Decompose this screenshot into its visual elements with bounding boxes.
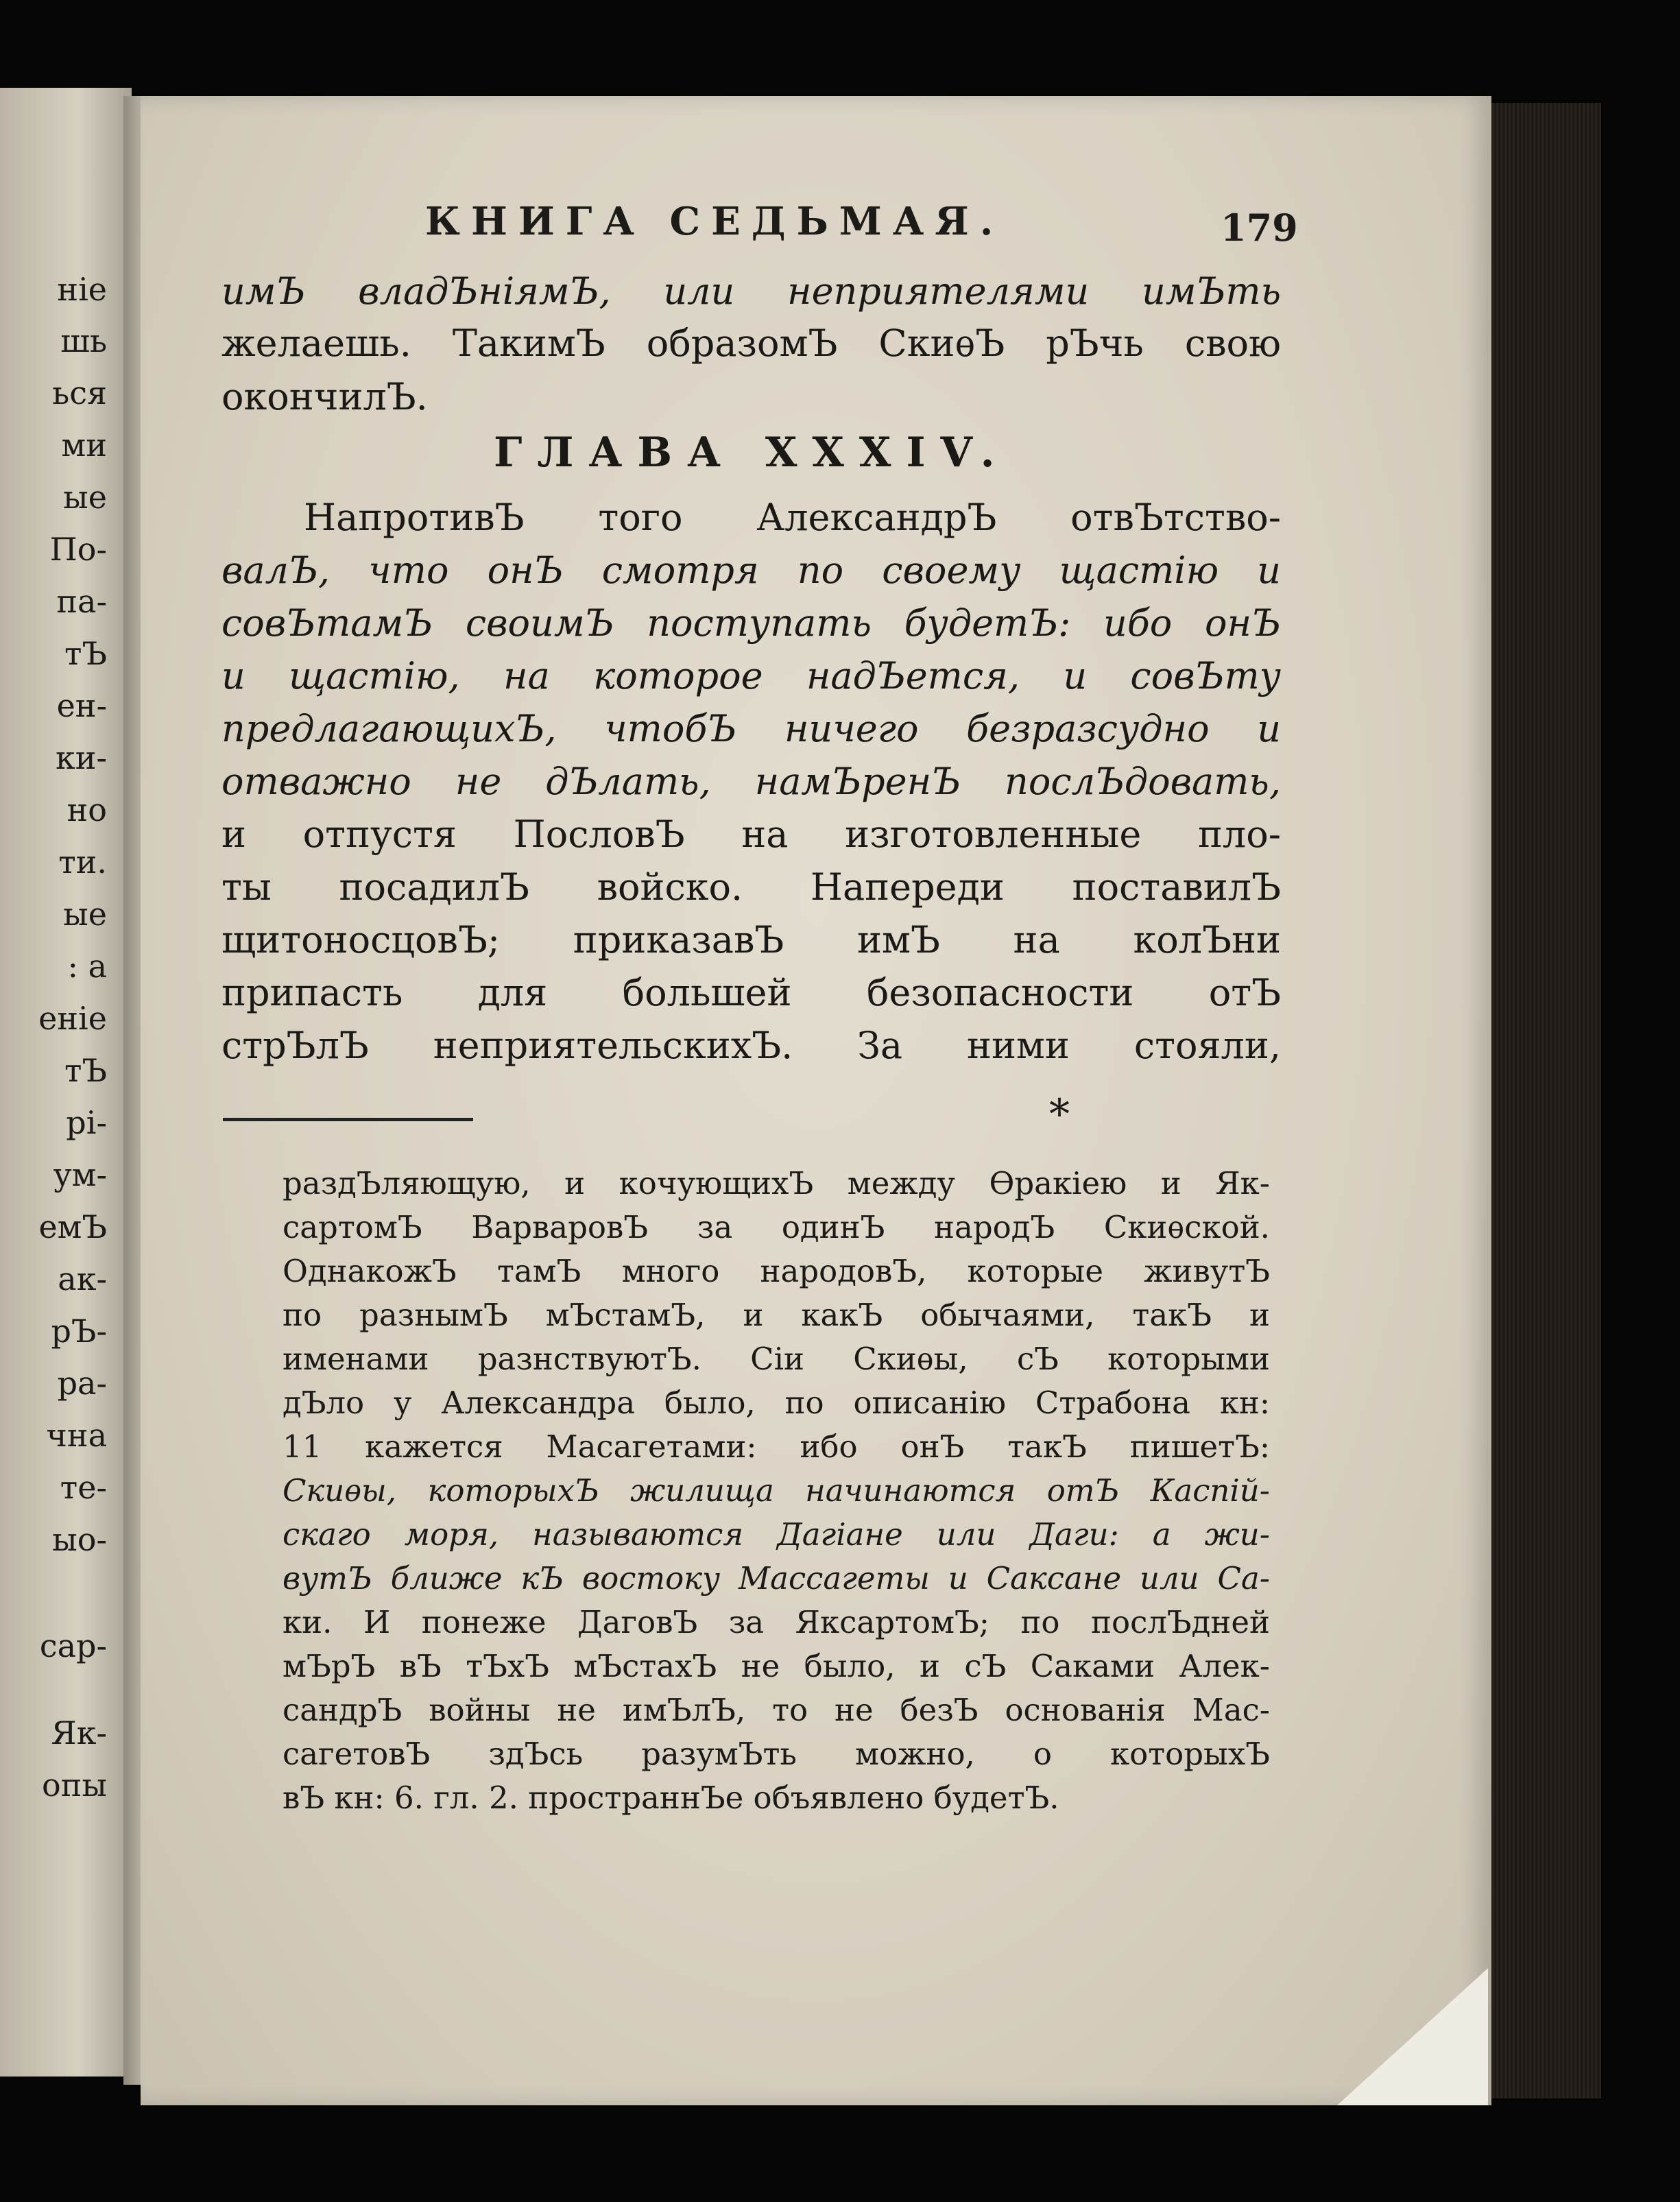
body-line: желаешь. ТакимЪ образомЪ СкиѳЪ рЪчь свою <box>221 322 1281 365</box>
footnote-line: скаго моря, называются Дагіане или Даги: а жи- <box>283 1516 1270 1553</box>
body-line: припасть для большей безопасности отЪ <box>221 971 1281 1014</box>
left-page-fragment: По- <box>49 531 107 568</box>
footnote-rule <box>223 1118 473 1121</box>
body-line: и отпустя ПословЪ на изготовленные пло- <box>221 813 1281 856</box>
page-number: 179 <box>1221 206 1298 250</box>
left-page-fragment: ыо- <box>52 1521 107 1558</box>
footnote-line: ки. И понеже ДаговЪ за ЯксартомЪ; по послЪдней <box>283 1604 1270 1640</box>
page-edges <box>1491 103 1601 2098</box>
footnote-line: именами разнствуютЪ. Сіи Скиѳы, сЪ которыми <box>283 1341 1270 1377</box>
body-line: окончилЪ. <box>221 375 428 418</box>
folded-corner <box>1337 1968 1488 2105</box>
body-line: стрЪлЪ неприятельскихЪ. За ними стояли, <box>221 1024 1281 1067</box>
left-page-fragment: ми <box>61 427 107 464</box>
left-facing-page <box>0 88 132 2077</box>
footnote-line: по разнымЪ мЪстамЪ, и какЪ обычаями, такЪ и <box>283 1297 1270 1333</box>
left-page-fragment: ься <box>52 374 107 411</box>
footnote-line: раздЪляющую, и кочующихЪ между Ѳракіею и Як- <box>283 1165 1270 1201</box>
footnote-line: дЪло у Александра было, по описанію Страбона кн: <box>283 1385 1270 1421</box>
left-page-fragment: рЪ- <box>51 1313 107 1350</box>
footnote-line: вутЪ ближе кЪ востоку Массагеты и Саксане или Са- <box>283 1560 1270 1596</box>
left-page-fragment: рі- <box>66 1104 107 1141</box>
body-line: ты посадилЪ войско. Напереди поставилЪ <box>221 865 1281 909</box>
footnote-line: сартомЪ ВарваровЪ за одинЪ народЪ Скиѳской. <box>283 1209 1270 1245</box>
running-title: КНИГА СЕДЬМАЯ. <box>425 199 1005 244</box>
body-line: имЪ владЪніямЪ, или неприятелями имЪть <box>221 270 1281 313</box>
left-page-fragment: тЪ <box>64 635 107 672</box>
left-page-fragment: емЪ <box>38 1208 107 1245</box>
footnote-line: 11 кажется Масагетами: ибо онЪ такЪ пишетЪ: <box>283 1428 1270 1465</box>
left-page-fragment: ніе <box>57 271 107 308</box>
body-line: НапротивЪ того АлександрЪ отвЪтство- <box>304 496 1281 539</box>
left-page-fragment: ак- <box>58 1260 107 1297</box>
left-page-fragment: ум- <box>53 1156 107 1193</box>
left-page-fragment: но <box>67 791 107 828</box>
left-page-fragment: тЪ <box>64 1052 107 1089</box>
left-page-fragment: ти. <box>58 843 107 881</box>
body-line: щитоносцовЪ; приказавЪ имЪ на колЪни <box>221 918 1281 961</box>
left-page-fragment: еніе <box>38 1000 107 1037</box>
body-line: предлагающихЪ, чтобЪ ничего безразсудно и <box>221 707 1281 750</box>
body-line: совЪтамЪ своимЪ поступать будетЪ: ибо онЪ <box>221 601 1281 645</box>
left-page-fragment: ки- <box>56 739 107 776</box>
left-page-fragment: Як- <box>51 1714 107 1751</box>
footnote-line: сагетовЪ здЪсь разумЪть можно, о которыхЪ <box>283 1736 1270 1772</box>
footnote-line: ОднакожЪ тамЪ много народовЪ, которые живутЪ <box>283 1253 1270 1289</box>
left-page-fragment: ые <box>63 896 107 933</box>
left-page-fragment: те- <box>60 1469 107 1506</box>
footnote-line: Скиѳы, которыхЪ жилища начинаются отЪ Каспій- <box>283 1472 1270 1509</box>
footnote-line: мЪрЪ вЪ тЪхЪ мЪстахЪ не было, и сЪ Саками Алек- <box>283 1648 1270 1684</box>
footnote-marker: * <box>1049 1090 1070 1138</box>
chapter-heading: ГЛАВА XXXIV. <box>494 429 1010 477</box>
left-page-fragment: чна <box>46 1417 107 1454</box>
left-page-fragment: шь <box>60 322 107 359</box>
left-page-fragment: па- <box>56 583 107 620</box>
footnote-line: сандрЪ войны не имЪлЪ, то не безЪ основанія Мас- <box>283 1692 1270 1728</box>
left-page-fragment: ра- <box>57 1365 107 1402</box>
left-page-fragment: ен- <box>56 687 107 724</box>
left-page-fragment: опы <box>42 1767 107 1804</box>
footnote-line: вЪ кн: 6. гл. 2. пространнЪе объявлено будетЪ. <box>283 1780 1059 1816</box>
body-line: отважно не дЪлать, намЪренЪ послЪдовать, <box>221 760 1281 803</box>
left-page-fragment: : а <box>67 948 107 985</box>
left-page-fragment: сар- <box>39 1627 107 1664</box>
body-line: и щастію, на которое надЪется, и совЪту <box>221 654 1281 697</box>
left-page-fragment: ые <box>63 479 107 516</box>
body-line: валЪ, что онЪ смотря по своему щастію и <box>221 549 1281 592</box>
